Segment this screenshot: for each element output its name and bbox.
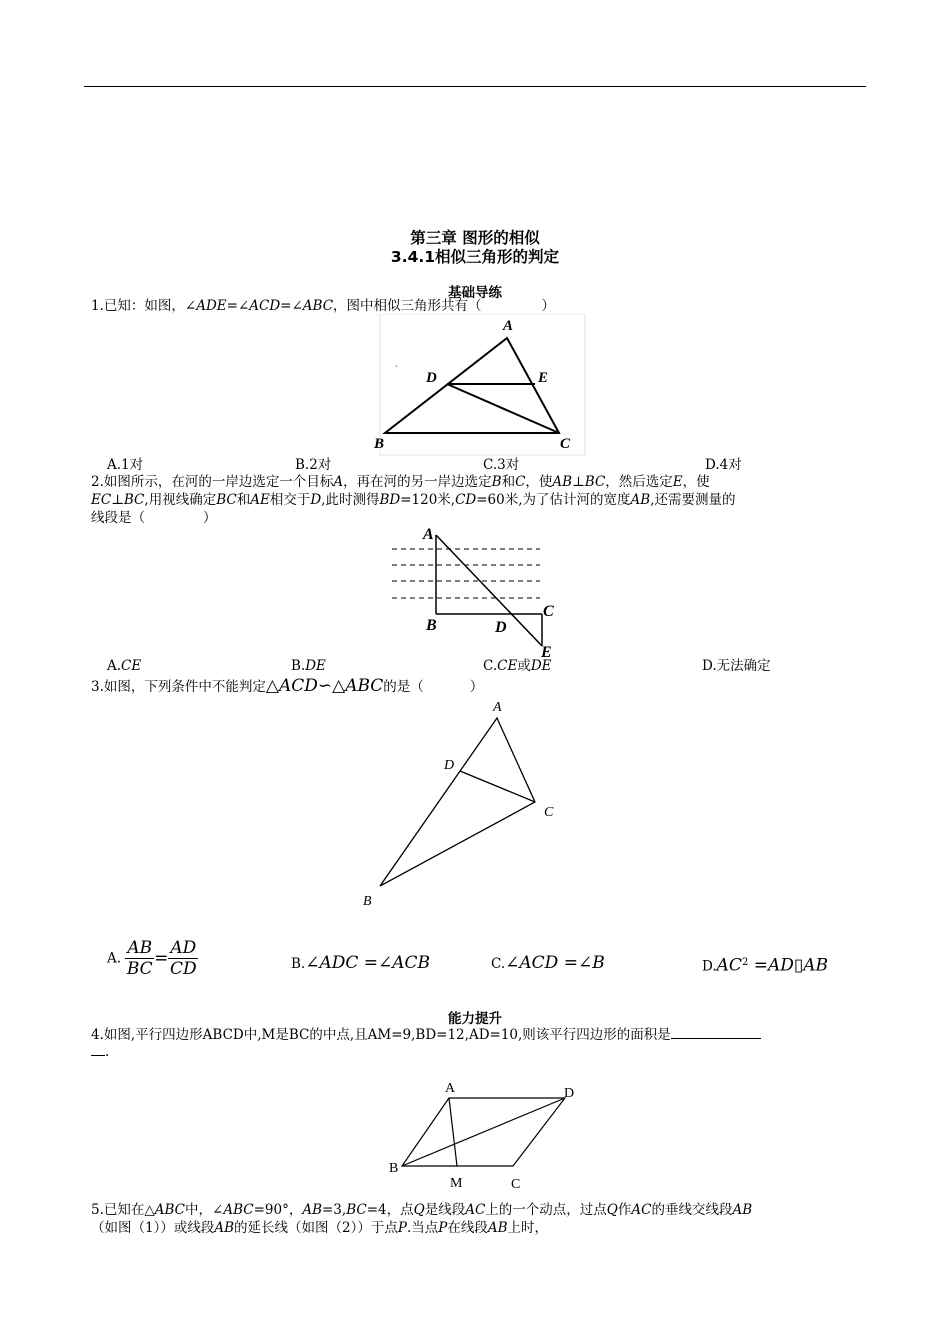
q5-line2: （如图（1））或线段AB的延长线（如图（2））于点P.当点P在线段AB上时， [91,1220,549,1236]
q1-label-b: B [374,436,385,452]
q1-label-a: A [503,318,514,334]
q4-label-c: C [511,1177,521,1192]
q2-figure [380,522,570,662]
header-rule [84,86,866,87]
q2-option-c[interactable]: C.CE或DE [483,658,552,674]
q2-option-d[interactable]: D.无法确定 [702,658,771,674]
q1-label-d: D [426,370,437,386]
q3-option-a[interactable]: A. $\frac{AB}{BC}$ = $\frac{AD}{CD}$ [107,938,197,979]
q2-option-b[interactable]: B.DE [291,658,326,674]
q4-answer-blank-cont[interactable] [91,1043,105,1056]
q5-line1: 5.已知在△ABC中，∠ABC=90°，AB=3,BC=4，点Q是线段AC上的一个动点，过点Q作AC的垂线交线段AB [91,1202,753,1218]
q4-label-b: B [389,1161,399,1176]
q1-segment-dc [447,384,559,433]
q2-label-c: C [543,603,554,620]
q4-label-a: A [445,1081,456,1096]
q3-label-b: B [363,894,372,909]
q2-segment-ae [436,535,542,646]
q2-option-a[interactable]: A.CE [107,658,142,674]
q1-label-e: E [538,370,549,386]
q1-triangle-abc [385,338,559,433]
q4-figure [385,1075,585,1195]
q3-option-a-frac1: $\frac{AB}{BC}$ [126,938,153,979]
q2-river-lines [392,549,540,598]
q1-label-c: C [560,436,571,452]
q1-stray-mark: ` [395,364,398,374]
section-title: 3.4.1相似三角形的判定 [390,248,560,266]
chapter-title: 第三章 图形的相似 [410,229,540,247]
q4-line1: 4.如图,平行四边形ABCD中,M是BC的中点,且AM=9,BD=12,AD=10,则该平行四边形的面积是 [91,1025,863,1044]
q1-figure [360,314,590,456]
q3-label-c: C [544,805,554,820]
q2-label-d: D [495,619,507,636]
q3-figure [355,696,575,912]
q4-label-d: D [564,1086,575,1101]
q4-answer-blank[interactable] [671,1025,761,1039]
q4-diagonal-bd [402,1098,565,1166]
q1-option-a[interactable]: A.1对 [107,457,144,473]
section-basic: 基础导练 [448,285,502,301]
q3-option-a-frac2: $\frac{AD}{CD}$ [170,938,197,979]
q4-line2: . [91,1043,863,1061]
q2-line3: 线段是（ ） [91,510,217,526]
q3-label-a: A [493,700,502,715]
q3-triangle-abc [380,718,535,886]
q3-option-c[interactable]: C.∠ACD =∠B [491,953,605,973]
section-advanced: 能力提升 [448,1011,502,1027]
q2-label-a: A [423,526,434,543]
q2-line1: 2.如图所示，在河的一岸边选定一个目标A，再在河的另一岸边选定B和C，使AB⊥BC，然后选定E，使 [91,474,710,490]
q2-label-b: B [426,617,437,634]
q3-option-b[interactable]: B.∠ADC =∠ACB [291,953,431,973]
q3-text: 3.如图，下列条件中不能判定△ACD∽△ABC的是（ ） [91,676,484,696]
q4-label-m: M [450,1176,463,1191]
q1-option-b[interactable]: B.2对 [295,457,332,473]
q4-segment-am [449,1098,457,1166]
q1-text: 1.已知：如图，∠ADE=∠ACD=∠ABC，图中相似三角形共有（ ） [91,298,556,314]
q1-option-c[interactable]: C.3对 [483,457,520,473]
q2-label-e: E [541,644,552,661]
q3-label-d: D [444,758,455,773]
q3-option-d[interactable]: $D.AC^2$ =AD▯AB [702,955,828,976]
q2-line2: EC⊥BC,用视线确定BC和AE相交于D,此时测得BD=120米,CD=60米,为了估计河的宽度AB,还需要测量的 [91,492,736,508]
q1-option-d[interactable]: D.4对 [705,457,742,473]
